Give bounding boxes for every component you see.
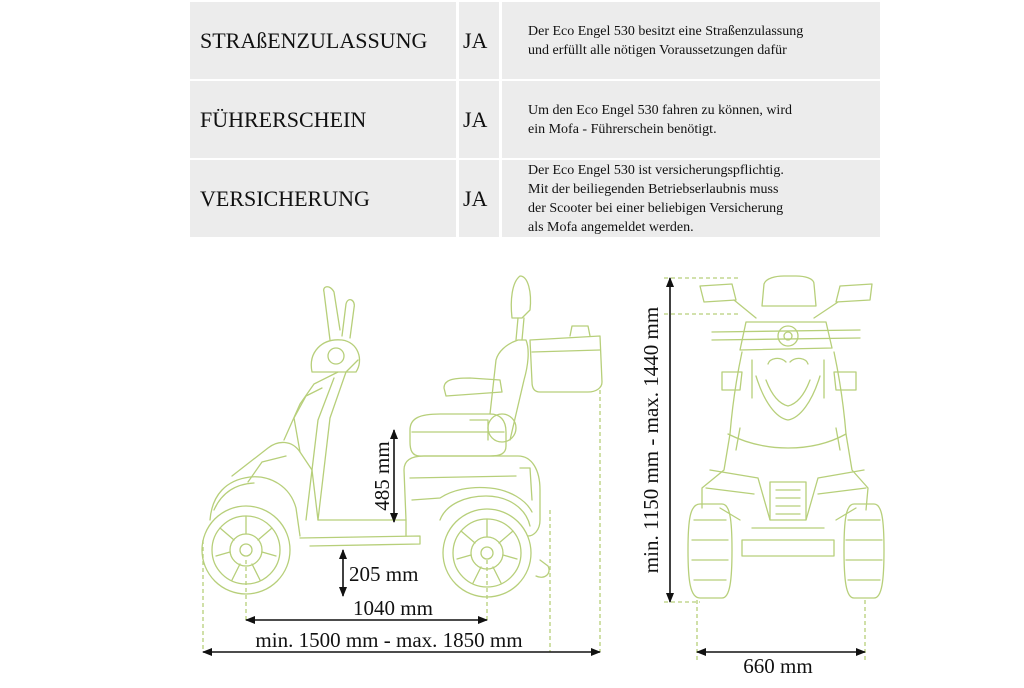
length-label: min. 1500 mm - max. 1850 mm: [255, 628, 523, 652]
spec-label: VERSICHERUNG: [200, 185, 370, 211]
spec-description: Der Eco Engel 530 besitzt eine Straßenzulassung und erfüllt alle nötigen Voraussetzungen dafür: [528, 23, 804, 58]
spec-value: JA: [463, 27, 488, 53]
scooter-front-view: [688, 276, 884, 598]
width-label: 660 mm: [743, 654, 813, 678]
spec-value: JA: [463, 185, 488, 211]
ground-clearance-label: 205 mm: [349, 562, 419, 586]
seat-height-label: 485 mm: [370, 441, 394, 511]
spec-value: JA: [463, 106, 488, 132]
height-label: min. 1150 mm - max. 1440 mm: [639, 306, 663, 574]
extension-lines: [203, 278, 865, 660]
spec-description: Um den Eco Engel 530 fahren zu können, wird ein Mofa - Führerschein benötigt.: [528, 102, 792, 137]
scooter-side-view: [202, 276, 602, 597]
spec-label: STRAßENZULASSUNG: [200, 27, 428, 53]
spec-label: FÜHRERSCHEIN: [200, 106, 367, 132]
wheelbase-label: 1040 mm: [353, 596, 433, 620]
spec-description: Der Eco Engel 530 ist versicherungspflichtig. Mit der beiliegenden Betriebserlaubnis muss der Scooter bei einer beliebigen Versicherung als Mofa angemeldet werden.: [528, 162, 784, 235]
